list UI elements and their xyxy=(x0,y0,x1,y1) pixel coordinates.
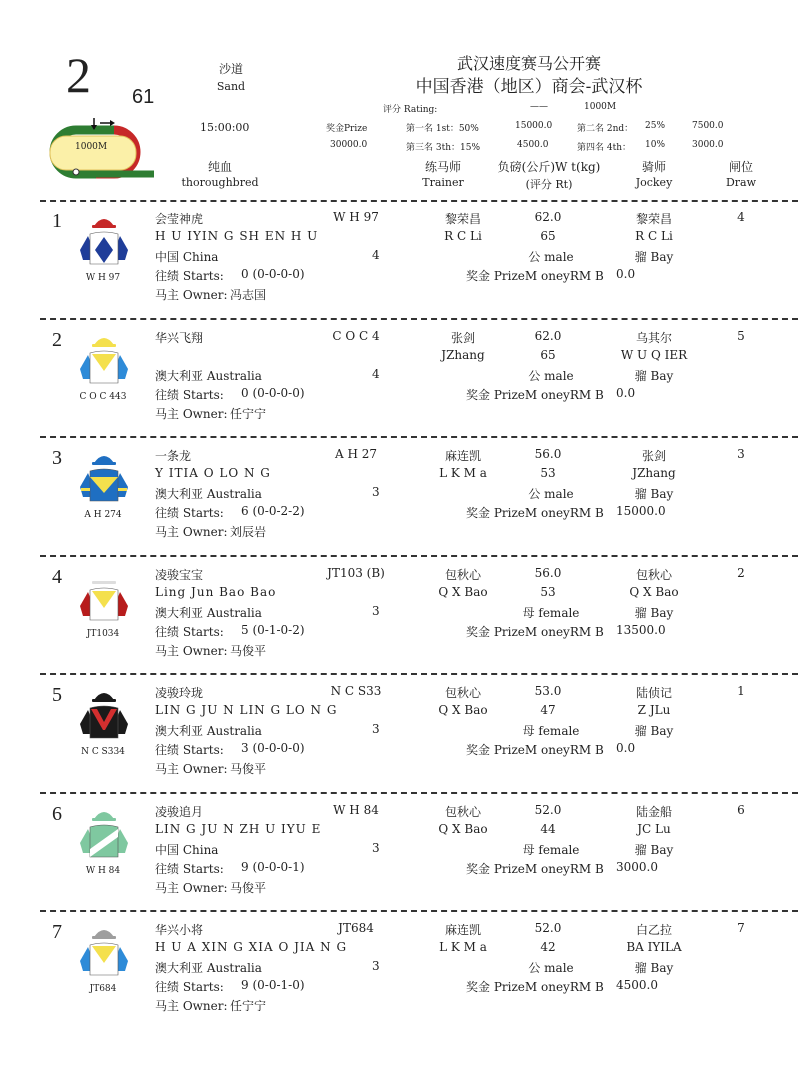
carried-weight: 62.0 xyxy=(534,329,562,343)
rating: 65 xyxy=(540,229,556,243)
draw: 3 xyxy=(737,447,745,461)
starts-record: 3 (0-0-0-0) xyxy=(241,741,305,755)
horse-number: 6 xyxy=(52,803,62,825)
jockey-silks-icon xyxy=(78,566,130,622)
race-subtitle: 中国香港（地区）商会-武汉杯 xyxy=(415,77,643,97)
jockey-silks-icon xyxy=(78,684,130,740)
horse-sex: 母 female xyxy=(522,843,580,857)
trainer-en: Q X Bao xyxy=(438,585,488,599)
horse-origin: 澳大利亚 Australia xyxy=(155,487,262,501)
rating: 53 xyxy=(540,585,556,599)
horse-origin: 中国 China xyxy=(155,250,219,264)
starts-record: 0 (0-0-0-0) xyxy=(241,267,305,281)
carried-weight: 52.0 xyxy=(534,803,562,817)
prize-money-label: 奖金 PrizeM oneyRM B xyxy=(466,388,604,402)
owner-label: 马主 Owner: xyxy=(155,999,228,1013)
prize-money: 0.0 xyxy=(616,741,636,755)
first-amount: 15000.0 xyxy=(515,121,553,131)
rating: 53 xyxy=(540,466,556,480)
trainer-en: L K M a xyxy=(439,940,487,954)
trainer-cn: 黎荣昌 xyxy=(444,212,482,226)
second-amount: 7500.0 xyxy=(692,121,724,131)
carried-weight: 53.0 xyxy=(534,684,562,698)
prize-money-label: 奖金 PrizeM oneyRM B xyxy=(466,506,604,520)
trainer-header-cn: 练马师 xyxy=(424,160,462,174)
jockey-cn: 乌其尔 xyxy=(635,331,673,345)
horse-name-cn: 一条龙 xyxy=(155,449,192,463)
horse-name-cn: 华兴小将 xyxy=(155,923,204,937)
horse-name-cn: 华兴飞翔 xyxy=(155,331,204,345)
prize-money: 3000.0 xyxy=(616,860,658,874)
surface-en: Sand xyxy=(216,80,246,93)
horse-color: 骝 Bay xyxy=(634,369,674,383)
starts-label: 往绩 Starts: xyxy=(155,980,224,994)
second-pct: 25% xyxy=(645,121,666,131)
horse-code: JT684 xyxy=(338,921,374,935)
jockey-cn: 张剑 xyxy=(641,449,667,463)
trainer-cn: 麻连凯 xyxy=(444,923,482,937)
jockey-en: W U Q IER xyxy=(620,348,688,362)
owner-label: 马主 Owner: xyxy=(155,525,228,539)
horse-sex: 公 male xyxy=(528,369,574,383)
silk-code: N C S334 xyxy=(81,747,125,757)
horse-sex: 公 male xyxy=(528,961,574,975)
rating-label: 评分 Rating: xyxy=(383,105,438,115)
carried-weight: 56.0 xyxy=(534,566,562,580)
prize-money: 13500.0 xyxy=(616,623,666,637)
draw-header-en: Draw xyxy=(725,176,757,189)
starts-record: 5 (0-1-0-2) xyxy=(241,623,305,637)
jockey-en: BA IYILA xyxy=(626,940,682,954)
starts-label: 往绩 Starts: xyxy=(155,506,224,520)
prize-money-label: 奖金 PrizeM oneyRM B xyxy=(466,862,604,876)
jockey-header-en: Jockey xyxy=(635,176,673,189)
prize-money-label: 奖金 PrizeM oneyRM B xyxy=(466,743,604,757)
fourth-label: 第四名 4th： xyxy=(577,143,632,153)
horse-age: 3 xyxy=(372,841,380,855)
owner-name: 刘辰岩 xyxy=(230,525,267,539)
horse-code: W H 97 xyxy=(333,210,379,224)
draw: 5 xyxy=(737,329,745,343)
horse-name-en: Y ITIA O LO N G xyxy=(155,466,271,480)
horse-number: 5 xyxy=(52,684,62,706)
silk-code: C O C 443 xyxy=(79,392,127,402)
track-length-label: 1000M xyxy=(75,142,108,152)
trainer-cn: 包秋心 xyxy=(444,568,482,582)
weight-header-en: (评分 Rt) xyxy=(525,178,573,191)
race-title: 武汉速度赛马公开赛 xyxy=(456,54,602,73)
horse-age: 3 xyxy=(372,604,380,618)
starts-record: 9 (0-0-0-1) xyxy=(241,860,305,874)
horse-code: JT103 (B) xyxy=(327,566,385,580)
separator xyxy=(40,200,798,202)
prize-money: 0.0 xyxy=(616,267,636,281)
prize-money: 15000.0 xyxy=(616,504,666,518)
horse-name-cn: 会莹神虎 xyxy=(155,212,204,226)
second-label: 第二名 2nd： xyxy=(577,124,634,134)
fourth-amount: 3000.0 xyxy=(692,140,724,150)
jockey-en: JZhang xyxy=(632,466,676,480)
horse-number: 1 xyxy=(52,210,62,232)
horse-origin: 澳大利亚 Australia xyxy=(155,961,262,975)
horse-origin: 澳大利亚 Australia xyxy=(155,606,262,620)
horse-code: N C S33 xyxy=(330,684,382,698)
horse-age: 3 xyxy=(372,959,380,973)
horse-entry xyxy=(0,921,800,1039)
horse-name-en: LIN G JU N ZH U IYU E xyxy=(155,822,322,836)
jockey-cn: 陆侦记 xyxy=(635,686,673,700)
trainer-en: JZhang xyxy=(441,348,485,362)
horse-color: 骝 Bay xyxy=(634,961,674,975)
horse-origin: 澳大利亚 Australia xyxy=(155,724,262,738)
trainer-en: Q X Bao xyxy=(438,703,488,717)
race-distance: 1000M xyxy=(584,102,617,112)
starts-record: 0 (0-0-0-0) xyxy=(241,386,305,400)
race-number: 2 xyxy=(66,47,91,103)
starts-label: 往绩 Starts: xyxy=(155,269,224,283)
prize-money-label: 奖金 PrizeM oneyRM B xyxy=(466,980,604,994)
prize-money-label: 奖金 PrizeM oneyRM B xyxy=(466,625,604,639)
trainer-en: Q X Bao xyxy=(438,822,488,836)
surface-cn: 沙道 xyxy=(218,62,244,76)
horse-number: 4 xyxy=(52,566,62,588)
prize-money: 4500.0 xyxy=(616,978,658,992)
weight-header-cn: 负磅(公斤)W t(kg) xyxy=(497,160,601,174)
starts-record: 9 (0-0-1-0) xyxy=(241,978,305,992)
starts-label: 往绩 Starts: xyxy=(155,862,224,876)
trainer-header-en: Trainer xyxy=(422,176,464,189)
horse-color: 骝 Bay xyxy=(634,606,674,620)
jockey-en: Q X Bao xyxy=(629,585,679,599)
trainer-en: L K M a xyxy=(439,466,487,480)
jockey-cn: 黎荣昌 xyxy=(635,212,673,226)
jockey-cn: 白乙拉 xyxy=(635,923,673,937)
rating: 42 xyxy=(540,940,556,954)
jockey-silks-icon xyxy=(78,447,130,503)
silk-code: JT684 xyxy=(89,984,117,994)
breed-en: thoroughbred xyxy=(181,176,259,189)
starts-label: 往绩 Starts: xyxy=(155,388,224,402)
trainer-cn: 包秋心 xyxy=(444,686,482,700)
owner-name: 马俊平 xyxy=(230,644,267,658)
horse-number: 3 xyxy=(52,447,62,469)
jockey-silks-icon xyxy=(78,210,130,266)
owner-name: 任宁宁 xyxy=(230,407,267,421)
draw: 4 xyxy=(737,210,745,224)
horse-entry xyxy=(0,210,800,328)
owner-name: 冯志国 xyxy=(230,288,267,302)
rating: 47 xyxy=(540,703,556,717)
draw: 1 xyxy=(737,684,745,698)
horse-age: 4 xyxy=(372,367,380,381)
horse-number: 2 xyxy=(52,329,62,351)
owner-name: 马俊平 xyxy=(230,762,267,776)
rating-value: —— xyxy=(530,102,548,112)
horse-name-cn: 凌骏宝宝 xyxy=(155,568,204,582)
owner-name: 马俊平 xyxy=(230,881,267,895)
horse-name-en: LIN G JU N LIN G LO N G xyxy=(155,703,338,717)
jockey-silks-icon xyxy=(78,803,130,859)
silk-code: W H 97 xyxy=(85,273,121,283)
horse-entry xyxy=(0,566,800,684)
horse-entry xyxy=(0,447,800,565)
horse-age: 3 xyxy=(372,722,380,736)
horse-entry xyxy=(0,329,800,447)
trainer-en: R C Li xyxy=(444,229,482,243)
prize-money-label: 奖金 PrizeM oneyRM B xyxy=(466,269,604,283)
jockey-en: R C Li xyxy=(635,229,673,243)
breed-cn: 纯血 xyxy=(207,160,233,174)
horse-age: 4 xyxy=(372,248,380,262)
jockey-cn: 包秋心 xyxy=(635,568,673,582)
silk-code: A H 274 xyxy=(84,510,122,520)
owner-label: 马主 Owner: xyxy=(155,762,228,776)
prize-total: 30000.0 xyxy=(330,140,368,150)
owner-name: 任宁宁 xyxy=(230,999,267,1013)
owner-label: 马主 Owner: xyxy=(155,407,228,421)
horse-entry xyxy=(0,684,800,802)
jockey-en: JC Lu xyxy=(637,822,671,836)
horse-name-en: H U A XIN G XIA O JIA N G xyxy=(155,940,348,954)
horse-color: 骝 Bay xyxy=(634,487,674,501)
horse-code: W H 84 xyxy=(333,803,379,817)
horse-color: 骝 Bay xyxy=(634,724,674,738)
horse-color: 骝 Bay xyxy=(634,843,674,857)
rating: 65 xyxy=(540,348,556,362)
horse-name-en: Ling Jun Bao Bao xyxy=(155,585,277,599)
jockey-silks-icon xyxy=(78,921,130,977)
silk-code: JT1034 xyxy=(86,629,120,639)
trainer-cn: 麻连凯 xyxy=(444,449,482,463)
horse-number: 7 xyxy=(52,921,62,943)
horse-name-cn: 凌骏追月 xyxy=(155,805,204,819)
starts-record: 6 (0-0-2-2) xyxy=(241,504,305,518)
rating: 44 xyxy=(540,822,556,836)
horse-name-cn: 凌骏玲珑 xyxy=(155,686,204,700)
fourth-pct: 10% xyxy=(645,140,666,150)
draw: 2 xyxy=(737,566,745,580)
horse-origin: 澳大利亚 Australia xyxy=(155,369,262,383)
start-marker-icon xyxy=(73,169,79,175)
horse-name-en: H U IYIN G SH EN H U xyxy=(155,229,319,243)
jockey-en: Z JLu xyxy=(637,703,671,717)
jockey-silks-icon xyxy=(78,329,130,385)
horse-color: 骝 Bay xyxy=(634,250,674,264)
jockey-header-cn: 骑师 xyxy=(641,160,667,174)
horse-code: A H 27 xyxy=(334,447,378,461)
horse-sex: 公 male xyxy=(528,250,574,264)
horse-sex: 母 female xyxy=(522,606,580,620)
starts-label: 往绩 Starts: xyxy=(155,743,224,757)
prize-money: 0.0 xyxy=(616,386,636,400)
horse-age: 3 xyxy=(372,485,380,499)
trainer-cn: 张剑 xyxy=(450,331,476,345)
horse-sex: 公 male xyxy=(528,487,574,501)
jockey-cn: 陆金船 xyxy=(635,805,673,819)
prize-label: 奖金Prize xyxy=(326,124,368,134)
draw: 7 xyxy=(737,921,745,935)
horse-entry xyxy=(0,803,800,921)
race-time: 15:00:00 xyxy=(200,121,250,134)
horse-code: C O C 4 xyxy=(332,329,380,343)
starts-label: 往绩 Starts: xyxy=(155,625,224,639)
owner-label: 马主 Owner: xyxy=(155,288,228,302)
third-label: 第三名 3th：15% xyxy=(406,143,481,153)
carried-weight: 62.0 xyxy=(534,210,562,224)
owner-label: 马主 Owner: xyxy=(155,881,228,895)
silk-code: W H 84 xyxy=(85,866,121,876)
horse-origin: 中国 China xyxy=(155,843,219,857)
horse-sex: 母 female xyxy=(522,724,580,738)
draw-header-cn: 闸位 xyxy=(728,160,754,174)
carried-weight: 56.0 xyxy=(534,447,562,461)
race-sub-number: 61 xyxy=(132,86,155,108)
draw: 6 xyxy=(737,803,745,817)
carried-weight: 52.0 xyxy=(534,921,562,935)
trainer-cn: 包秋心 xyxy=(444,805,482,819)
owner-label: 马主 Owner: xyxy=(155,644,228,658)
third-amount: 4500.0 xyxy=(517,140,549,150)
first-label: 第一名 1st：50% xyxy=(406,124,479,134)
